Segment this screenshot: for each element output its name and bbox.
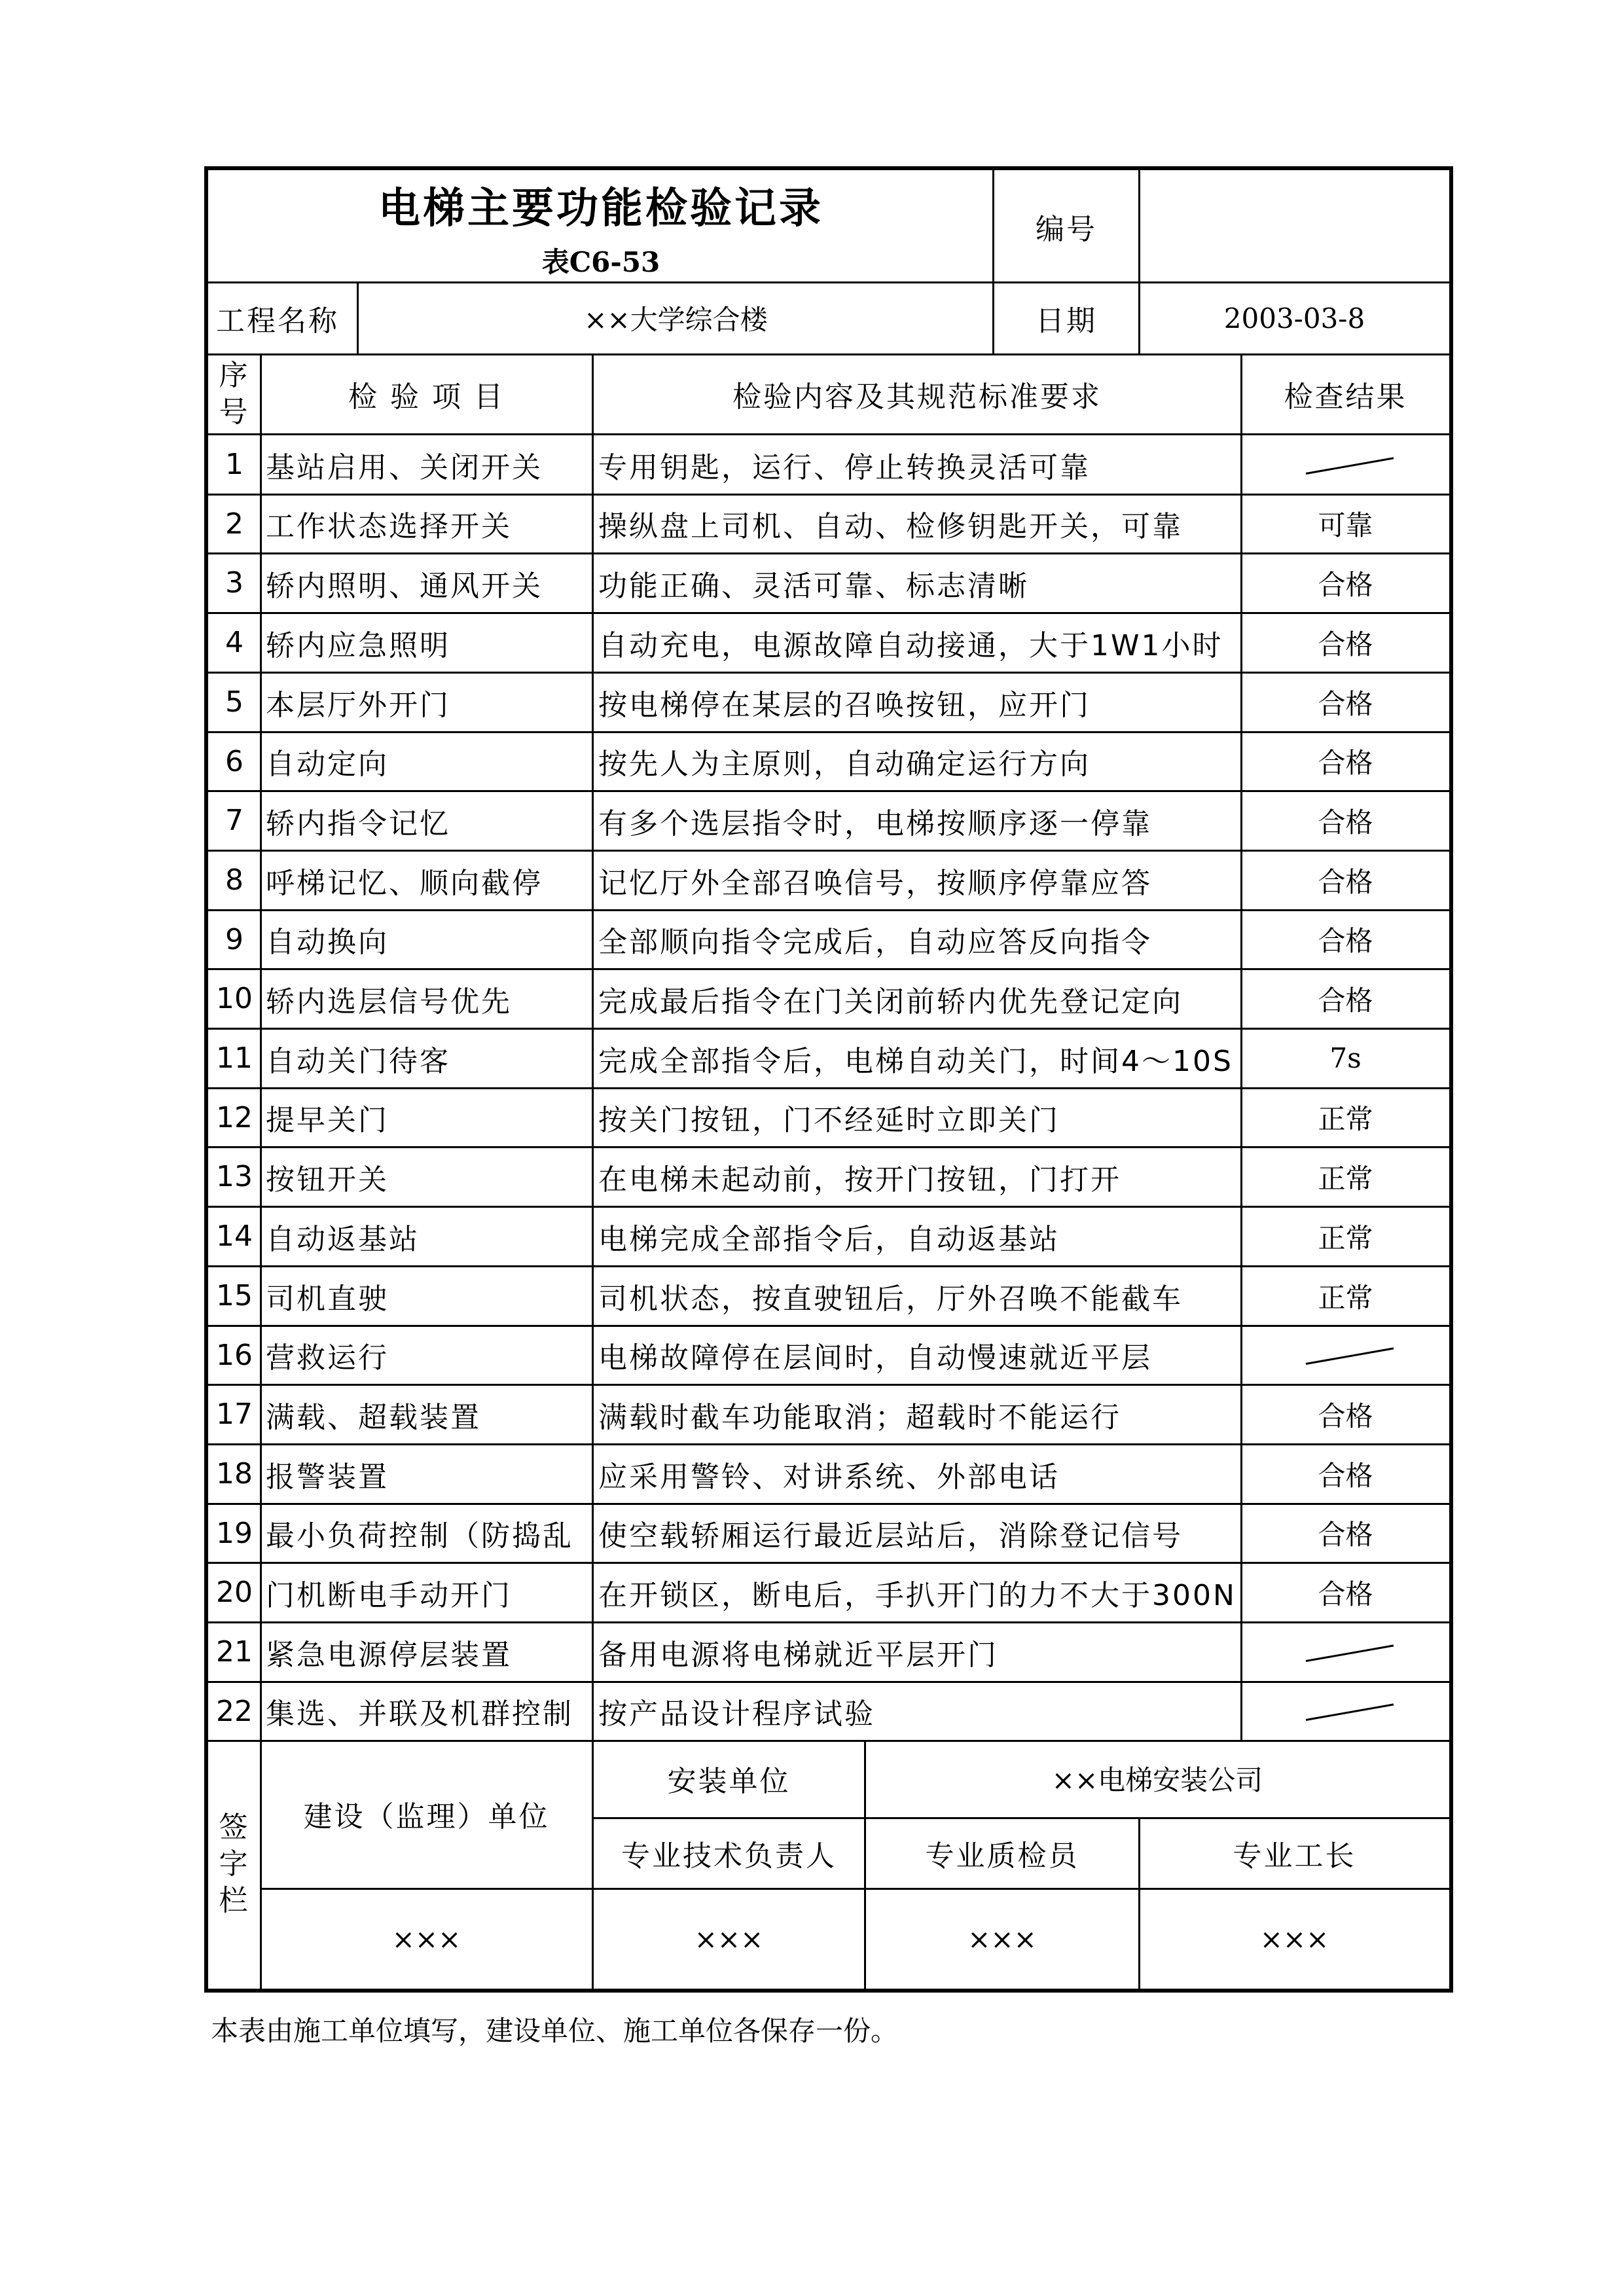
row-content: 操纵盘上司机、自动、检修钥匙开关，可靠 <box>598 510 1183 543</box>
row-number: 19 <box>216 1516 253 1550</box>
row-number: 13 <box>216 1160 253 1193</box>
row-number: 17 <box>216 1398 253 1431</box>
row-result: 合格 <box>1318 865 1373 898</box>
grid-line <box>207 850 1451 852</box>
row-item: 门机断电手动开门 <box>266 1578 512 1612</box>
grid-line <box>207 1503 1451 1505</box>
row-item: 自动返基站 <box>266 1222 420 1256</box>
row-number: 15 <box>216 1279 253 1312</box>
row-content: 使空载轿厢运行最近层站后，消除登记信号 <box>598 1519 1183 1553</box>
install-unit-value: ××电梯安装公司 <box>1051 1764 1263 1796</box>
row-result: 正常 <box>1318 1162 1373 1195</box>
row-content: 应采用警铃、对讲系统、外部电话 <box>598 1460 1060 1494</box>
row-item: 按钮开关 <box>266 1163 389 1197</box>
row-number: 3 <box>225 566 244 600</box>
row-item: 轿内应急照明 <box>266 628 450 662</box>
signature-construction: ××× <box>391 1923 461 1955</box>
row-content: 完成最后指令在门关闭前轿内优先登记定向 <box>598 985 1183 1019</box>
row-number: 9 <box>225 922 244 956</box>
row-number: 20 <box>216 1576 253 1609</box>
grid-line <box>357 281 359 355</box>
row-result: 合格 <box>1318 984 1373 1017</box>
row-number: 21 <box>216 1635 253 1669</box>
signature-section-label: 签字栏 <box>219 1811 250 1917</box>
row-content: 有多个选层指令时，电梯按顺序逐一停靠 <box>598 806 1152 840</box>
grid-line <box>260 353 262 1990</box>
row-content: 在开锁区，断电后，手扒开门的力不大于300N <box>598 1578 1236 1612</box>
row-number: 4 <box>225 626 244 659</box>
row-number: 10 <box>216 982 253 1015</box>
row-item: 集选、并联及机群控制 <box>266 1697 573 1731</box>
grid-line <box>992 170 994 355</box>
qc-inspector-label: 专业质检员 <box>925 1839 1079 1873</box>
signature-tech-lead: ××× <box>694 1923 764 1955</box>
row-number: 8 <box>225 863 244 897</box>
grid-line <box>207 1681 1451 1683</box>
footnote: 本表由施工单位填写，建设单位、施工单位各保存一份。 <box>211 2015 899 2047</box>
row-result: 合格 <box>1318 1578 1373 1610</box>
row-result: 合格 <box>1318 1459 1373 1492</box>
row-content: 电梯完成全部指令后，自动返基站 <box>598 1222 1060 1256</box>
row-item: 司机直驶 <box>266 1282 389 1316</box>
row-item: 最小负荷控制（防捣乱 <box>266 1519 573 1553</box>
row-item: 提早关门 <box>266 1104 389 1137</box>
install-unit-label: 安装单位 <box>667 1765 791 1798</box>
project-name-label: 工程名称 <box>216 304 339 338</box>
grid-line <box>260 1888 1451 1890</box>
grid-line <box>207 909 1451 911</box>
row-result: 合格 <box>1318 1519 1373 1551</box>
grid-line <box>207 1325 1451 1327</box>
tech-lead-label: 专业技术负责人 <box>621 1839 837 1873</box>
row-result: 合格 <box>1318 747 1373 779</box>
row-result: 7s <box>1329 1042 1362 1074</box>
row-content: 按关门按钮，门不经延时立即关门 <box>598 1104 1060 1137</box>
form-subtitle: 表C6-53 <box>541 246 660 278</box>
grid-line <box>207 968 1451 970</box>
grid-line <box>1240 353 1242 1741</box>
row-number: 22 <box>216 1694 253 1728</box>
grid-line <box>592 353 594 1741</box>
row-item: 满载、超载装置 <box>266 1400 481 1434</box>
row-item: 自动换向 <box>266 926 389 959</box>
date-label: 日期 <box>1036 304 1097 338</box>
row-content: 记忆厅外全部召唤信号，按顺序停靠应答 <box>598 866 1152 900</box>
grid-line <box>207 1087 1451 1089</box>
row-item: 轿内选层信号优先 <box>266 985 512 1019</box>
row-item: 呼梯记忆、顺向截停 <box>266 866 543 900</box>
row-result: 合格 <box>1318 568 1373 601</box>
row-content: 按产品设计程序试验 <box>598 1697 875 1731</box>
row-number: 7 <box>225 804 244 837</box>
row-result: 合格 <box>1318 687 1373 720</box>
grid-line <box>207 1384 1451 1386</box>
row-item: 报警装置 <box>266 1460 389 1494</box>
row-content: 专用钥匙，运行、停止转换灵活可靠 <box>598 450 1091 484</box>
project-name-value: ××大学综合楼 <box>584 304 768 336</box>
row-content: 司机状态，按直驶钮后，厅外召唤不能截车 <box>598 1282 1183 1316</box>
grid-line <box>207 1206 1451 1208</box>
grid-line <box>207 1740 1451 1742</box>
row-number: 12 <box>216 1100 253 1134</box>
row-result: 正常 <box>1318 1221 1373 1254</box>
row-number: 1 <box>225 448 244 481</box>
grid-line <box>207 612 1451 614</box>
number-value <box>1140 170 1449 283</box>
row-content: 功能正确、灵活可靠、标志清晰 <box>598 569 1029 603</box>
row-item: 轿内照明、通风开关 <box>266 569 543 603</box>
row-result: 合格 <box>1318 1400 1373 1432</box>
row-result: 合格 <box>1318 628 1373 660</box>
grid-line <box>207 552 1451 554</box>
row-number: 5 <box>225 685 244 719</box>
number-label: 编号 <box>1036 213 1097 246</box>
row-content: 备用电源将电梯就近平层开门 <box>598 1638 998 1672</box>
col-header-item: 检 验 项 目 <box>348 380 505 414</box>
col-header-content: 检验内容及其规范标准要求 <box>732 380 1102 414</box>
row-item: 工作状态选择开关 <box>266 510 512 543</box>
row-number: 14 <box>216 1220 253 1253</box>
construction-unit-label: 建设（监理）单位 <box>303 1800 550 1834</box>
grid-line <box>1138 170 1140 355</box>
grid-line <box>592 1817 1451 1819</box>
grid-line <box>207 1562 1451 1564</box>
signature-foreman: ××× <box>1259 1923 1329 1955</box>
grid-line <box>207 1443 1451 1445</box>
row-item: 自动定向 <box>266 748 389 781</box>
grid-line <box>207 281 1451 283</box>
grid-line <box>207 353 1451 355</box>
row-content: 在电梯未起动前，按开门按钮，门打开 <box>598 1163 1121 1197</box>
grid-line <box>207 1146 1451 1148</box>
grid-line <box>207 790 1451 792</box>
row-result: 正常 <box>1318 1103 1373 1135</box>
grid-line <box>207 731 1451 733</box>
grid-line <box>207 1265 1451 1267</box>
row-result: 合格 <box>1318 925 1373 957</box>
row-number: 2 <box>225 507 244 541</box>
grid-line <box>207 433 1451 435</box>
grid-line <box>207 672 1451 674</box>
row-result: 正常 <box>1318 1281 1373 1314</box>
row-result: 合格 <box>1318 806 1373 839</box>
row-content: 完成全部指令后，电梯自动关门，时间4～10S <box>598 1044 1233 1078</box>
date-value: 2003-03-8 <box>1223 302 1365 334</box>
form-title: 电梯主要功能检验记录 <box>378 185 823 233</box>
row-content: 按电梯停在某层的召唤按钮，应开门 <box>598 688 1091 722</box>
col-header-seq: 序号 <box>219 359 250 429</box>
col-header-result: 检查结果 <box>1284 380 1407 414</box>
row-item: 紧急电源停层装置 <box>266 1638 512 1672</box>
grid-line <box>207 1621 1451 1623</box>
row-item: 自动关门待客 <box>266 1044 450 1078</box>
grid-line <box>1138 1817 1140 1990</box>
row-content: 满载时截车功能取消；超载时不能运行 <box>598 1400 1121 1434</box>
grid-line <box>207 494 1451 496</box>
row-number: 18 <box>216 1457 253 1491</box>
row-number: 16 <box>216 1338 253 1372</box>
foreman-label: 专业工长 <box>1233 1839 1356 1873</box>
row-item: 营救运行 <box>266 1341 389 1375</box>
row-item: 本层厅外开门 <box>266 688 450 722</box>
grid-line <box>207 1028 1451 1030</box>
row-result: 可靠 <box>1318 509 1373 541</box>
grid-line <box>864 1741 866 1990</box>
row-content: 全部顺向指令完成后，自动应答反向指令 <box>598 926 1152 959</box>
row-item: 基站启用、关闭开关 <box>266 450 543 484</box>
row-item: 轿内指令记忆 <box>266 806 450 840</box>
signature-qc: ××× <box>967 1923 1037 1955</box>
row-number: 6 <box>225 744 244 778</box>
row-number: 11 <box>216 1041 253 1075</box>
row-content: 按先人为主原则，自动确定运行方向 <box>598 748 1091 781</box>
row-content: 电梯故障停在层间时，自动慢速就近平层 <box>598 1341 1152 1375</box>
grid-line <box>592 1741 594 1990</box>
row-content: 自动充电，电源故障自动接通，大于1W1小时 <box>598 628 1223 662</box>
